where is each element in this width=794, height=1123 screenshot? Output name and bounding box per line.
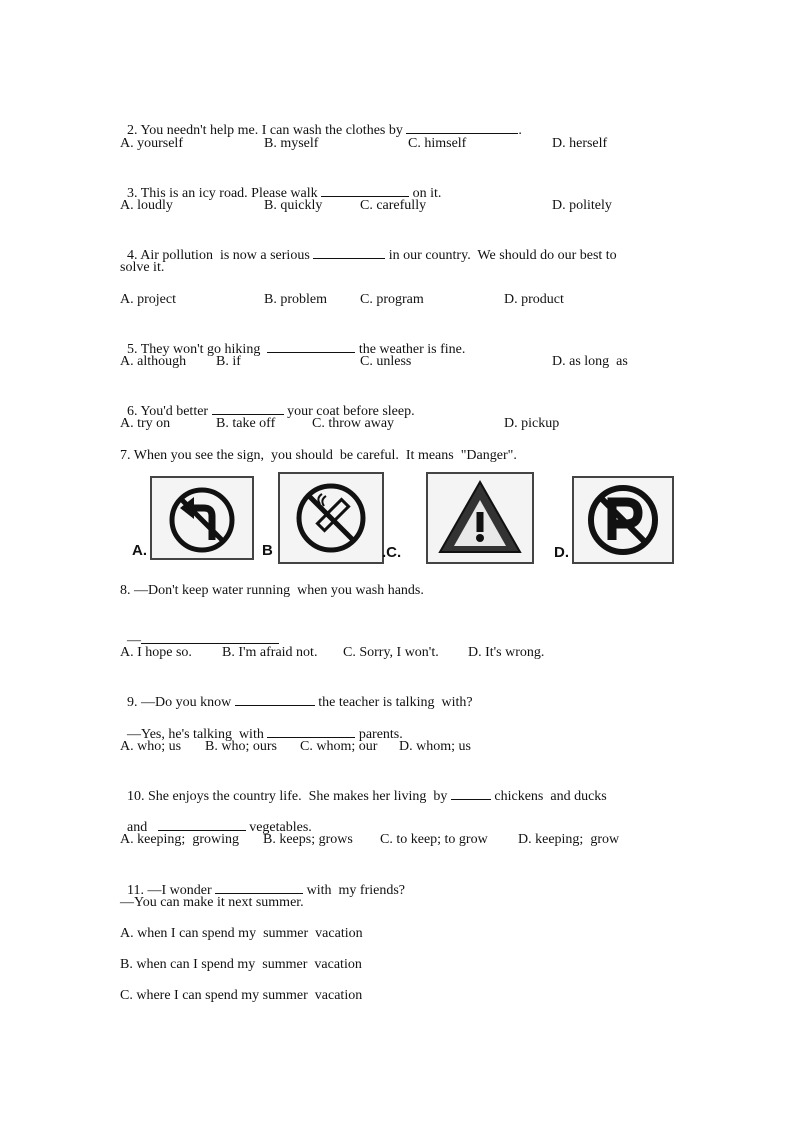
option-b[interactable]: B. if (216, 354, 241, 369)
option-b[interactable]: B. myself (264, 136, 319, 151)
option-c[interactable]: C. to keep; to grow (380, 832, 488, 847)
question-stem-text: 4. Air pollution is now a serious (127, 248, 314, 263)
question-stem-text: —Yes, he's talking with (127, 727, 268, 742)
sign-box-d[interactable] (572, 476, 674, 564)
question-stem-text: on it. (409, 186, 442, 201)
option-a[interactable]: A. I hope so. (120, 645, 192, 660)
option-c[interactable]: C. where I can spend my summer vacation (120, 988, 363, 1003)
option-d[interactable]: D. as long as (552, 354, 628, 369)
sign-label-a[interactable]: A. (132, 542, 147, 559)
option-b[interactable]: B. quickly (264, 198, 323, 213)
option-c[interactable]: C. Sorry, I won't. (343, 645, 439, 660)
option-a[interactable]: A. who; us (120, 739, 182, 754)
sign-label-b[interactable]: B (262, 542, 273, 559)
question-stem-text: your coat before sleep. (283, 404, 415, 419)
option-b[interactable]: B. problem (264, 292, 327, 307)
sign-label-d[interactable]: D. (554, 544, 569, 561)
answer-blank[interactable] (267, 340, 355, 353)
answer-blank[interactable] (235, 693, 315, 706)
option-b[interactable]: B. take off (216, 416, 276, 431)
option-d[interactable]: D. herself (552, 136, 608, 151)
question-4-stem (120, 228, 617, 265)
option-d[interactable]: D. pickup (504, 416, 560, 431)
question-stem-text: 3. This is an icy road. Please walk (127, 186, 322, 201)
sign-box-c[interactable] (426, 472, 534, 564)
question-stem-text: vegetables. (245, 820, 312, 835)
question-stem-text: 2. You needn't help me. I can wash the clothes by (127, 123, 407, 138)
sign-options (128, 472, 678, 567)
answer-blank[interactable] (451, 787, 491, 800)
question-stem-text: 6. You'd better (127, 404, 212, 419)
question-stem-text: 5. They won't go hiking (127, 342, 268, 357)
sign-box-a[interactable] (150, 476, 254, 560)
no-smoking-icon (280, 474, 382, 562)
question-stem-text: . (518, 123, 522, 138)
question-stem-text: with my friends? (303, 883, 406, 898)
option-c[interactable]: C. unless (360, 354, 412, 369)
question-stem-text: 9. —Do you know (127, 695, 235, 710)
option-c[interactable]: C. carefully (360, 198, 427, 213)
answer-blank[interactable] (141, 631, 279, 644)
option-c[interactable]: C. whom; our (300, 739, 378, 754)
option-a[interactable]: A. project (120, 292, 176, 307)
question-8-stem: 8. —Don't keep water running when you wash hands. (120, 583, 424, 598)
option-a[interactable]: A. keeping; growing (120, 832, 239, 847)
answer-blank[interactable] (267, 725, 355, 738)
no-left-turn-icon (152, 478, 252, 558)
question-stem-text: in our country. We should do our best to (385, 248, 617, 263)
option-d[interactable]: D. product (504, 292, 564, 307)
question-stem-text: chickens and ducks (490, 789, 607, 804)
option-b[interactable]: B. I'm afraid not. (222, 645, 318, 660)
question-7-stem: 7. When you see the sign, you should be careful. It means "Danger". (120, 448, 517, 463)
question-stem-text: the teacher is talking with? (314, 695, 473, 710)
option-d[interactable]: D. politely (552, 198, 612, 213)
sign-box-b[interactable] (278, 472, 384, 564)
question-stem-text: the weather is fine. (355, 342, 466, 357)
option-c[interactable]: C. himself (408, 136, 467, 151)
option-a[interactable]: A. when I can spend my summer vacation (120, 926, 363, 941)
answer-blank[interactable] (321, 184, 409, 197)
question-stem-text: 11. —I wonder (127, 883, 216, 898)
answer-blank[interactable] (215, 881, 303, 894)
dash-text: — (127, 633, 141, 648)
option-d[interactable]: D. keeping; grow (518, 832, 620, 847)
question-11-reply: —You can make it next summer. (120, 895, 304, 910)
sign-label-c[interactable]: .C. (382, 544, 402, 561)
option-c[interactable]: C. throw away (312, 416, 395, 431)
option-b[interactable]: B. when can I spend my summer vacation (120, 957, 362, 972)
question-stem-text: 10. She enjoys the country life. She makes her living by (127, 789, 451, 804)
question-stem-text: and (127, 820, 158, 835)
option-a[interactable]: A. loudly (120, 198, 173, 213)
answer-blank[interactable] (212, 402, 284, 415)
option-a[interactable]: A. yourself (120, 136, 183, 151)
answer-blank[interactable] (313, 246, 385, 259)
option-c[interactable]: C. program (360, 292, 424, 307)
option-b[interactable]: B. who; ours (205, 739, 277, 754)
no-parking-icon (574, 478, 672, 562)
option-a[interactable]: A. although (120, 354, 187, 369)
answer-blank[interactable] (158, 818, 246, 831)
option-d[interactable]: D. It's wrong. (468, 645, 545, 660)
option-d[interactable]: D. whom; us (399, 739, 471, 754)
option-a[interactable]: A. try on (120, 416, 171, 431)
question-4-stem-cont: solve it. (120, 260, 165, 275)
danger-warning-icon (428, 474, 532, 562)
option-b[interactable]: B. keeps; grows (263, 832, 353, 847)
answer-blank[interactable] (406, 121, 518, 134)
question-stem-text: parents. (355, 727, 403, 742)
